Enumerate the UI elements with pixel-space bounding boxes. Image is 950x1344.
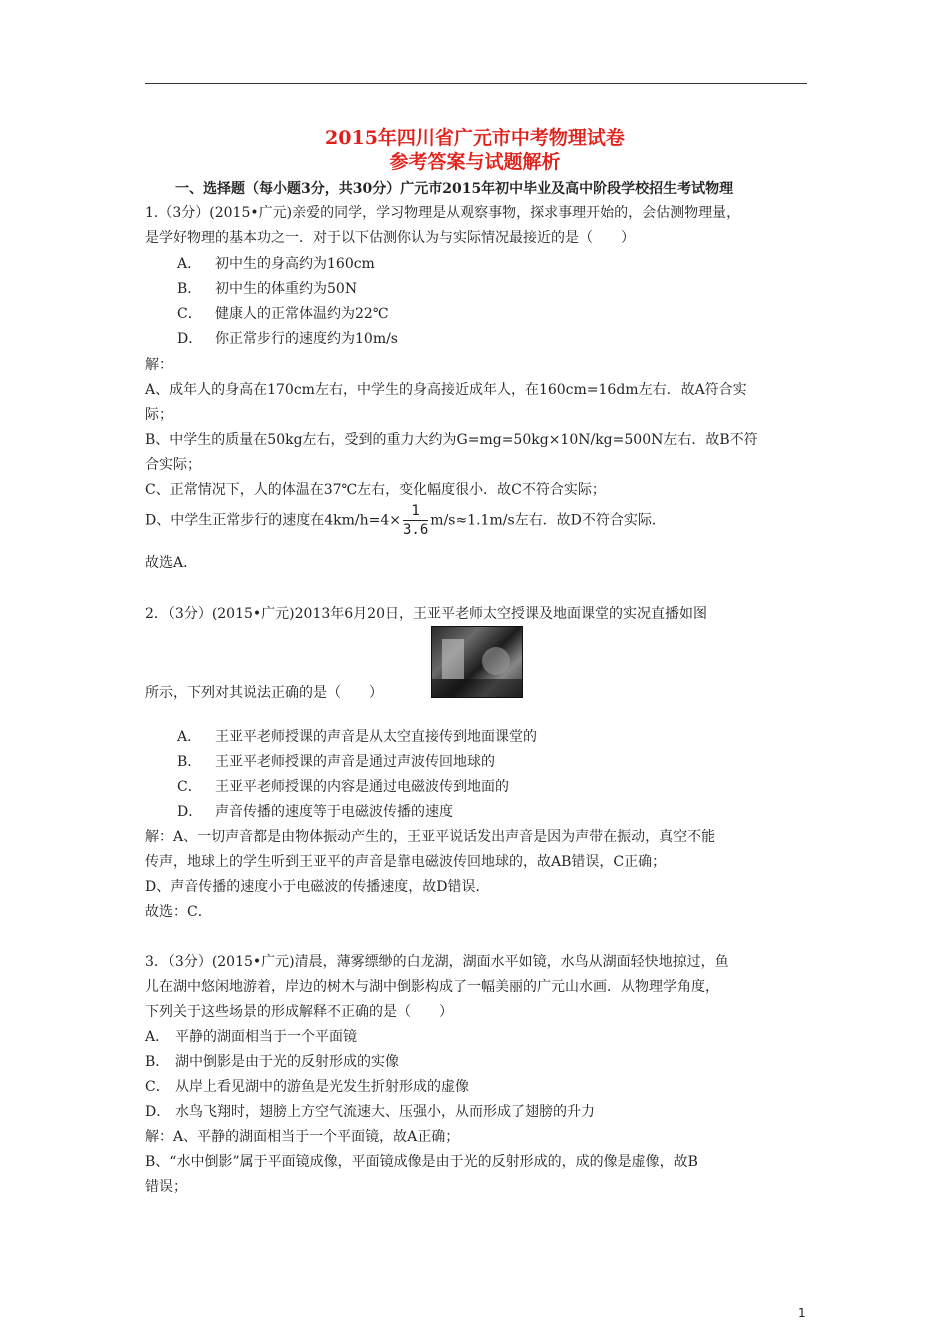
q3-solution-line2: B、“水中倒影”属于平面镜成像，平面镜成像是由于光的反射形成的，成的像是虚像，故B bbox=[145, 1154, 698, 1170]
q2-option-b: B． 王亚平老师授课的声音是通过声波传回地球的 bbox=[177, 754, 495, 770]
q3-option-c: C． 从岸上看见湖中的游鱼是光发生折射形成的虚像 bbox=[145, 1079, 469, 1095]
q2-solution-line2: 传声，地球上的学生听到王亚平的声音是靠电磁波传回地球的，故AB错误，C正确； bbox=[145, 854, 667, 870]
q3-solution-line3: 错误； bbox=[145, 1179, 187, 1195]
q1-solution-b-line1: B、中学生的质量在50kg左右，受到的重力大约为G=mg=50kg×10N/kg=500N左右．故B不符 bbox=[145, 432, 758, 448]
q3-option-b: B． 湖中倒影是由于光的反射形成的实像 bbox=[145, 1054, 399, 1070]
q3-stem-line3: 下列关于这些场景的形成解释不正确的是（ ） bbox=[145, 1004, 453, 1020]
q2-solution-line3: D、声音传播的速度小于电磁波的传播速度，故D错误． bbox=[145, 879, 490, 895]
q2-option-a: A． 王亚平老师授课的声音是从太空直接传到地面课堂的 bbox=[177, 729, 537, 745]
q1-solution-a-line1: A、成年人的身高在170cm左右，中学生的身高接近成年人，在160cm=16dm左右．故A符合实 bbox=[145, 382, 747, 398]
page-title: 2015年四川省广元市中考物理试卷 bbox=[325, 127, 625, 149]
section-heading: 一、选择题（每小题3分，共30分）广元市2015年初中毕业及高中阶段学校招生考试物理 bbox=[175, 181, 734, 197]
q3-option-a: A． 平静的湖面相当于一个平面镜 bbox=[145, 1029, 357, 1045]
q1-solution-b-line2: 合实际； bbox=[145, 457, 201, 473]
q2-solution-line1: 解：A、一切声音都是由物体振动产生的，王亚平说话发出声音是因为声带在振动，真空不能 bbox=[145, 829, 716, 845]
classroom-broadcast-photo bbox=[431, 626, 523, 698]
q2-stem-line1: 2．（3分）(2015•广元)2013年6月20日，王亚平老师太空授课及地面课堂的实况直播如图 bbox=[145, 606, 707, 622]
q3-stem-line1: 3．（3分）(2015•广元)清晨，薄雾缥缈的白龙湖，湖面水平如镜，水鸟从湖面轻快地掠过，鱼 bbox=[145, 954, 729, 970]
q1-stem-line2: 是学好物理的基本功之一．对于以下估测你认为与实际情况最接近的是（ ） bbox=[145, 230, 635, 246]
q2-option-d: D． 声音传播的速度等于电磁波传播的速度 bbox=[177, 804, 453, 820]
page-number: 1 bbox=[798, 1306, 806, 1320]
q1-option-b: B． 初中生的体重约为50N bbox=[177, 281, 358, 297]
q1-option-d: D． 你正常步行的速度约为10m/s bbox=[177, 331, 398, 347]
q1-solution-a-line2: 际； bbox=[145, 407, 173, 423]
q1-solution-c: C、正常情况下，人的体温在37℃左右，变化幅度很小．故C不符合实际； bbox=[145, 482, 606, 498]
q1-option-c: C． 健康人的正常体温约为22℃ bbox=[177, 306, 389, 322]
q1-option-a: A． 初中生的身高约为160cm bbox=[177, 256, 375, 272]
fraction: $\frac{1}{3.6}$ bbox=[403, 503, 429, 538]
q2-option-c: C． 王亚平老师授课的内容是通过电磁波传到地面的 bbox=[177, 779, 509, 795]
q1-solution-label: 解： bbox=[145, 357, 173, 373]
q1-answer: 故选A． bbox=[145, 555, 198, 571]
q2-stem-line2: 所示，下列对其说法正确的是（ ） bbox=[145, 685, 383, 701]
q2-answer: 故选：C． bbox=[145, 904, 212, 920]
header-rule bbox=[145, 83, 807, 84]
q3-stem-line2: 儿在湖中悠闲地游着，岸边的树木与湖中倒影构成了一幅美丽的广元山水画．从物理学角度， bbox=[145, 979, 719, 995]
q1-solution-d: D、中学生正常步行的速度在4km/h=4× $\frac{1}{3.6}$ m/s≈1.1m/s左右．故D不符合实际． bbox=[145, 503, 666, 538]
q3-solution-line1: 解：A、平静的湖面相当于一个平面镜，故A正确； bbox=[145, 1129, 460, 1145]
page-subtitle: 参考答案与试题解析 bbox=[389, 151, 561, 173]
q1-stem-line1: 1.（3分）(2015•广元)亲爱的同学，学习物理是从观察事物，探求事理开始的，会估测物理量， bbox=[145, 205, 741, 221]
q3-option-d: D． 水鸟飞翔时，翅膀上方空气流速大、压强小，从而形成了翅膀的升力 bbox=[145, 1104, 595, 1120]
